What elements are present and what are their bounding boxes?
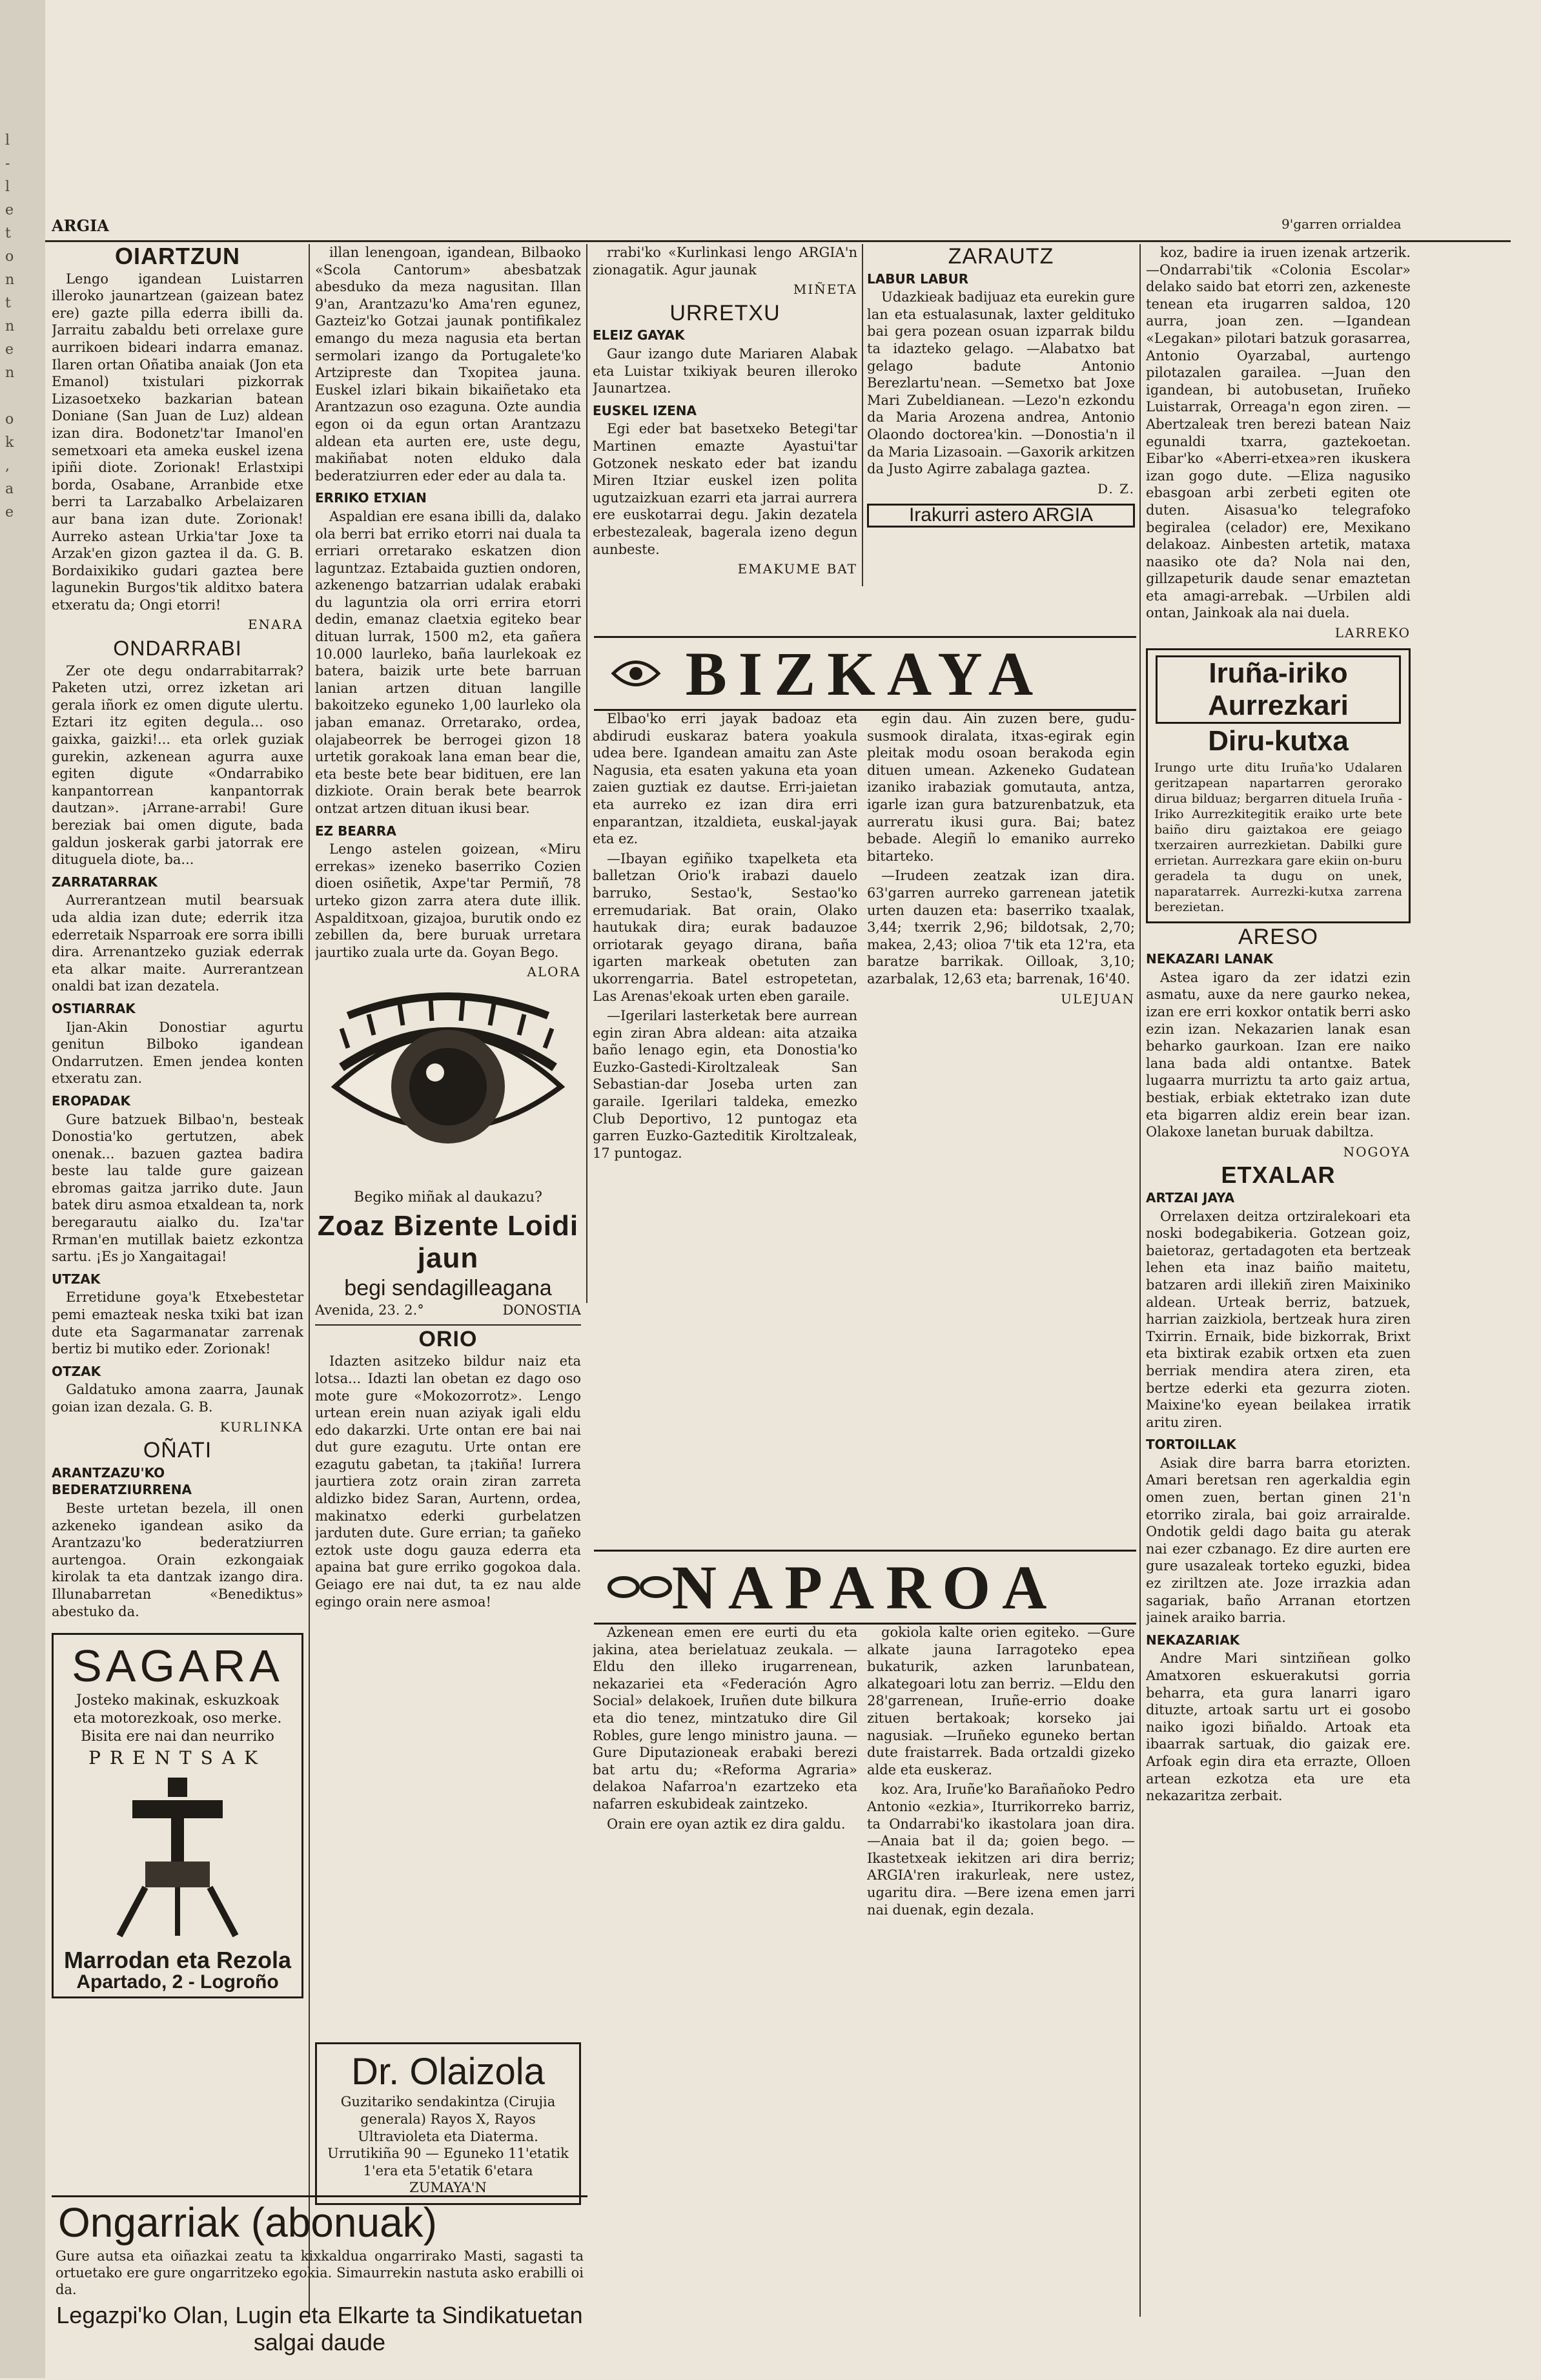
ad-olaizola-line1: Guzitariko sendakintza (Cirujia generala) Rayos X, Rayos Ultravioleta eta Diaterma. bbox=[340, 2094, 556, 2144]
oiartzun-title: OIARTZUN bbox=[115, 244, 240, 269]
artzai-jaya-title: ARTZAI JAYA bbox=[1146, 1189, 1235, 1205]
ad-eye-title: Zoaz Bizente Loidi jaun bbox=[317, 1210, 579, 1275]
ostiarrak-title: OSTIARRAK bbox=[52, 1000, 136, 1016]
ad-iruna-text: Irungo urte ditu Iruña'ko Udalaren geritzapean napartarren gerorako dirua bilduaz; bergarren dituela Iruña - Iriko Aurrezkitegitik eraiko urte bete baiño diru gaiztakoa ere geiago txerzairen aurrezkietan. Dabilki gure errietan. Aurrezkara gare ekiin on-buru geradela ta dugu on unek, naparatarrek. Aurrezki-kutxa zarrena berezietan. bbox=[1154, 760, 1402, 914]
rule bbox=[315, 1324, 581, 1326]
bizkaya-column-b bbox=[867, 710, 1135, 1207]
irun-signature: LARREKO bbox=[1334, 625, 1411, 641]
labur-labur-title: LABUR LABUR bbox=[867, 271, 969, 287]
erriko-etxian-text: Aspaldian ere esana ibilli da, dalako ola berri bat erriko etorri nai duala ta erriari orretarako eskatzen dion laguntzaz. Eztabaida guztien ondoren, azkenengo batzarrian udalak erabaki du laguntzia ola orri errira etorri dedin, emanaz claetxia egiteko bear dituan lurrak, 1500 m2, eta gañera 10.000 laurleko, baña laurlekoak ez batera, baizik urte bete barruan lanian artzen dituan langille bakoitzeko eguneko 1,00 laurleko ola jaban emanaz. Orretarako, ordea, olajabeorrek be berrogei gizon 18 urtetik gorakoak lana eman bear die, eta beste bete bear bidituen, ere lan dizkiote. Orain berak bete bearrok ontzat artzen dituan ikusi bear. bbox=[315, 508, 581, 816]
ez-bearra-signature: ALORA bbox=[527, 964, 581, 980]
ad-ongarriak bbox=[52, 2195, 587, 2380]
etxalar-title: ETXALAR bbox=[1221, 1162, 1336, 1189]
ondarrabi-text: Zer ote degu ondarrabitarrak? Paketen utzi, orrez izketan ari gerala iñork ez omen digute ulertu. Eztari itz egiten degula... oso gaixka, gaizki!... eta orlek guziak gurekin, azkenean agurra auxe egiten digute «Ondarrabiko kanpantorrean kanpantorrak dautzan». ¡Arrane-arrabi! Gure bereziak bai omen digute, bada galdun joskerak garbi jatorrak ere dituguela diote, ba... bbox=[52, 662, 303, 868]
nekazari-lanak-title: NEKAZARI LANAK bbox=[1146, 951, 1274, 967]
ad-sagara-title: SAGARA bbox=[72, 1641, 283, 1692]
ad-eye-address-left: Avenida, 23. 2.° bbox=[315, 1302, 424, 1318]
eye-icon bbox=[322, 990, 574, 1184]
column-rule-3 bbox=[862, 244, 863, 586]
column-rule-1 bbox=[309, 244, 310, 2317]
bizkaya-text-b: —Ibayan egiñiko txapelketa eta balletzan Orio'k irabazi dauelo barruko, Sestao'k, Sestao'ko erremudariak. Bat orain, Olako hautukak dira; eurak badauzoe orriotarak geyago dirana, baña igarten markeak obetuten zan ukorrengarria. Batel estropetetan, Las Arenas'ekoak urten eben garaile. bbox=[593, 850, 857, 1004]
kurlinka-reply-signature: MIÑETA bbox=[793, 282, 857, 298]
zarautz-text: Udazkieak badijuaz eta eurekin gure lan eta estualasunak, laxter geldituko bai gera pozean osuan izparrak bildu ta idazteko gelago. —Alabatxo bat gelago badute Antonio Berezlartu'nean. —Semetxo bat Joxe Mari Zubeldianean. —Lezo'n ezkondu da Maria Arozena andrea, Antonio Olaondo doctorea'kin. —Donostia'n il da Maria Lizasoain. —Gaxorik arkitzen da Justo Agirre zabalaga gaztea. bbox=[867, 289, 1135, 477]
chain-ornament-icon bbox=[604, 1561, 675, 1613]
zarautz-signature: D. Z. bbox=[1097, 480, 1135, 497]
ad-olaizola-line2: Urrutikiña 90 — Eguneko 11'etatik 1'era eta 5'etatik 6'etara bbox=[327, 2146, 569, 2179]
eropadak-title: EROPADAK bbox=[52, 1093, 130, 1109]
nekazariak-text: Andre Mari sintziñean golko Amatxoren eskuerakutsi gorria beharra, eta gura lanarri igaro dituzte, artoak sartu urt ei gosobo naiko igozi biñaldo. Artoak eta ibaarrak sartuak, dio gaizak ere. Arfoak egin dira eta errazte, Olloen artean ezkotza eta ure eta nekazaritza zerbait. bbox=[1146, 1650, 1411, 1804]
ad-ongarriak-line2: Legazpi'ko Olan, Lugin eta Elkarte ta Sindikatuetan salgai daude bbox=[56, 2302, 583, 2355]
utzak-title: UTZAK bbox=[52, 1271, 101, 1287]
page-edge-marks: l - l e t o n t n e n o k , a e bbox=[5, 132, 15, 520]
ad-sagara-line3: Bisita ere nai dan neurriko bbox=[81, 1729, 274, 1745]
bizkaya-signature: ULEJUAN bbox=[1061, 990, 1135, 1007]
naparoa-title: NAPAROA bbox=[671, 1552, 1059, 1622]
oiartzun-text: Lengo igandean Luistarren illeroko jaunartzean (gaizean batez ere) gazte pilla ederra ibilli da. Jarraitu zabaldu beti orrelaxe gure aurrikoen bideari indarra emanaz. Ilaren ortan Oñatiba anaiak (Jon eta Emanol) txistulari pizkorrak Lizasoetxeko bazkarian batean Doniane (San Juan de Luz) aldean izan dira. Bodonetz'tar Imanol'en semetxoari eta ameka euskel izena ipiñi diote. Zorionak! Erlastxipi borda, Osabane, Arranbide etxe berri ta Larzabalko Arbelaizaren aur bana izan dute. Zorionak! Aurreko astean Urkia'tar Joxe ta Arzak'en gizon gaztea il da. G. B. Bordaixikiko gudari gaztea bere lagunekin Burgos'tik alditxo batera etxeratu da; Ongi etorri! bbox=[52, 271, 303, 613]
ad-iruna-title: Iruña-iriko Aurrezkari bbox=[1156, 655, 1401, 724]
column-2 bbox=[315, 244, 581, 2310]
erriko-etxian-title: ERRIKO ETXIAN bbox=[315, 490, 427, 506]
otzak-title: OTZAK bbox=[52, 1363, 101, 1379]
eleiz-gayak-title: ELEIZ GAYAK bbox=[593, 327, 685, 344]
irun-text: koz, badire ia iruen izenak artzerik. —Ondarrabi'tik «Colonia Escolar» delako saido bat etorri zen, azkeneste tenean eta irugarren saldoa, 120 aurra, joan zen. —Igandean «Legakan» pilotari batzuk gorasarrea, Antonio Oyarzabal, aurtengo pilotazalen garailea. —Juan den igandean, bi autobusetan, Iruñeko Luistarrak, Orreaga'n egon ziren. —Abertzaleak tren berezi batean Naiz egunaldi txarra, gaztekoetan. Eibar'ko «Aberri-etxea»ren ikuskera izan gogo dute. —Eliza nagusiko ebasgoan arbi zerbeti egiten ote duten. Aisasua'ko telegrafoko begiralea (celador) ere, Mexikano delakoaz. Ainbesten artetik, mataxa naasiko ote da? Nola nai den, gillzapeturik daude senar emaztetan eta amagi-arrebak. —Urbilen aldi ontan, Jainkoak ala nai duela. bbox=[1146, 245, 1411, 621]
naparoa-banner bbox=[594, 1550, 1136, 1625]
euskel-izena-title: EUSKEL IZENA bbox=[593, 402, 697, 418]
ad-sagara-firm: Marrodan eta Rezola bbox=[63, 1947, 292, 1974]
otzak-signature: KURLINKA bbox=[219, 1419, 303, 1435]
ad-iruna bbox=[1146, 648, 1411, 923]
ad-olaizola-line3: ZUMAYA'N bbox=[409, 2180, 487, 2196]
bizkaya-title: BIZKAYA bbox=[685, 639, 1045, 708]
ez-bearra-text: Lengo astelen goizean, «Miru errekas» izeneko baserriko Cozien dioen osiñetik, Axpe'tar Permiñ, 78 urteko gizon zarra atera dute illik. Aspalditxoan, gizajoa, burutik ondo ez zebillen da, bere buruak urretara jaurtiko zuala urte da. Goyan Bego. bbox=[315, 841, 581, 960]
tortoillak-title: TORTOILLAK bbox=[1146, 1437, 1236, 1453]
areso-text: Astea igaro da zer idatzi ezin asmatu, auxe da nere gaurko nekea, izan ere erri koxkor ontatik berri asko ezin izan. Nekazarien lanak esan beharko gaurkoan. Izan ere naiko lana bada aldi ontantxe. Batek lugaarra murriztu ta arto gaiz artua, bestiak, erbiak ektetrako izan dute eta bigarren aldiz erein bear izan. Olakoxe lanetan buruak dabiltza. bbox=[1146, 969, 1411, 1140]
bizkaya-text-d: egin dau. Ain zuzen bere, gudu-susmook diralata, itxas-egirak egin pleitak modu osoan berakoda egin dituen umean. Azkeneko Gudatean izaniko irabaziak gomutauta, antza, igarle izan gura batzurenbatzuk, eta aurreratu ikusi gura. Bai; batez bebade. Alegiñ lo emaniko aurreko bitarteko. bbox=[867, 711, 1135, 864]
euskel-izena-text: Egi eder bat basetxeko Betegi'tar Martinen emazte Ayastui'tar Gotzonek neskato eder bat izandu Miren Itziar euskel izen polita ugutzaizkuan ezarri eta jarrai aurrera ere euskotarrai degu. Jakin dezatela erbestezaleak, bagerala izeno degun aunbeste. bbox=[593, 421, 857, 557]
ad-sagara bbox=[52, 1633, 303, 1998]
ad-sagara-line4: PRENTSAK bbox=[88, 1747, 267, 1769]
eropadak-text: Gure batzuek Bilbao'n, besteak Donostia'ko gertutzen, abek onenak... bazuen gaztea badira beste lau talde gure gaizean ebromas gaitza jarriko dute. Jaun batek diru asmoa etxaldean ta, nork beregarautu aialko du. Iza'tar Rrman'en mutillak baietz ezkontza sartu. ¡Es jo Xangaitagai! bbox=[52, 1111, 303, 1265]
areso-title: ARESO bbox=[1238, 924, 1319, 949]
orio-title: ORIO bbox=[418, 1326, 478, 1351]
ez-bearra-title: EZ BEARRA bbox=[315, 823, 396, 839]
press-machine-icon bbox=[107, 1771, 249, 1939]
ad-sagara-line1: Josteko makinak, eskuzkoak bbox=[76, 1692, 280, 1709]
utzak-text: Erretidune goya'k Etxebestetar pemi emazteak neska txiki bat izan dute eta Sagarmanatar zarrenak bertiz bi mutiko eder. Zorionak! bbox=[52, 1289, 303, 1357]
zarautz-title: ZARAUTZ bbox=[948, 244, 1054, 269]
ondarrabi-title: ONDARRABI bbox=[113, 637, 242, 661]
orio-text: Idazten asitzeko bildur naiz eta lotsa... Idazti lan obetan ez dago oso mote gure «Mokozorrotz». Lengo urtean erein nuan aziyak igali eldu edo dakarzki. Urte ontan ere bai nai dut gure ezagutu. Urte ontan ere ezagutu gabetan, ta ¡takiña! Iurrera jaurtiera zotz orain ziran zarreta aldizko bidez Saran, Aurtenn, ordea, makinatxo ederki gurbelatzen jarduten dute. Gure errian; ta gañeko eztok uste dogu gauza ederra eta apaina bat gure erriko gogokoa dala. Geiago ere nai dut, ta ez nau alde egingo orain nere asmoa! bbox=[315, 1353, 581, 1610]
running-head-left: ARGIA bbox=[52, 216, 109, 235]
areso-signature: NOGOYA bbox=[1343, 1144, 1411, 1160]
ostiarrak-text: Ijan-Akin Donostiar agurtu genitun Bilboko igandean Ondarrutzen. Emen jendea konten etxeratu zan. bbox=[52, 1019, 303, 1087]
urretxu-title: URRETXU bbox=[669, 300, 781, 325]
naparoa-column-a bbox=[593, 1624, 857, 2315]
ad-iruna-title2: Diru-kutxa bbox=[1208, 724, 1349, 757]
onati-subtitle: ARANTZAZU'KO BEDERATZIURRENA bbox=[52, 1464, 192, 1498]
bizkaya-column-a bbox=[593, 710, 857, 1207]
arratarrak-text: Aurrerantzean mutil bearsuak uda aldia izan dute; ederrik itza ederretaik Nsparroak ere sorra ibilli dira. Arrenantzeko guziak ederrak eta alkar maite. Aurrerantzean onaldi bat izan dezatela. bbox=[52, 892, 303, 994]
oiartzun-signature: ENARA bbox=[247, 617, 303, 633]
ad-olaizola bbox=[315, 2042, 581, 2205]
eleiz-gayak-text: Gaur izango dute Mariaren Alabak eta Luistar txikiyak beuren illeroko Jaunartzea. bbox=[593, 345, 857, 396]
ad-eye-caption: Begiko miñak al daukazu? bbox=[354, 1189, 542, 1205]
running-head-right: 9'garren orrialdea bbox=[1281, 216, 1402, 232]
bizkaya-text-c: —Igerilari lasterketak bere aurrean egin ziran Abra aldean: aita atzaika baño lenago egin, eta Donostia'ko Euzko-Gastedi-Kiroltzaleak San Sebastian-dar Joseba urten zan garaile. Igerilari taldeka, emezko Club Deportivo, 12 puntogaz eta garren Euzko-Gazteditik Kiroltzaleak, 17 puntogaz. bbox=[593, 1008, 857, 1161]
page-edge bbox=[0, 0, 45, 2378]
euskel-izena-signature: EMAKUME BAT bbox=[737, 561, 857, 577]
bizkaya-banner bbox=[594, 636, 1136, 711]
irakurri-argia-box: Irakurri astero ARGIA bbox=[867, 504, 1135, 528]
naparoa-text-a: Azkenean emen ere eurti du eta jakina, atea berielatuaz zeukala. —Eldu den illeko irugarrenean, nekazariei eta «Federación Agro Social» delakoek, Iruñen dute bilkura eta dio tenez, mintzatuko dire Gil Robles, gure lengo ministro jauna. —Gure Diputazioneak erabaki berezi bat artu du; «Reforma Agraria» delakoa Nafarroa'n ezartzeko eta nafarren eskubideak zaintzeko. bbox=[593, 1625, 857, 1812]
kurlinka-reply-text: rrabi'ko «Kurlinkasi lengo ARGIA'n zionagatik. Agur jaunak bbox=[593, 245, 857, 278]
ad-olaizola-title: Dr. Olaizola bbox=[351, 2051, 545, 2093]
column-rule-2 bbox=[586, 244, 587, 1303]
top-rule bbox=[45, 240, 1511, 242]
onati-title: OÑATI bbox=[143, 1438, 212, 1463]
arantzazu-text: illan lenengoan, igandean, Bilbaoko «Scola Cantorum» abesbatzak abesduko da meza nagusitan. Illan 9'an, Arantzazu'ko Ama'ren egunez, Gazteiz'ko Gotzai jaunak pontifikalez emango du meza nagusia eta bertan sermolari izango da Portugalete'ko Artzipreste dan Txopitea jauna. Euskel izlari bikain bikaiñetako eta Arantzazun oso ezaguna. Ozte aundia egon oi da egun ortan Arantzazu aldean eta aurten ere, uste degu, makiñabat noten elduko dala bederatziurren eder eder au dala ta. bbox=[315, 245, 581, 484]
column-3 bbox=[593, 244, 857, 586]
oak-leaf-icon bbox=[607, 651, 665, 696]
onati-text: Beste urtetan bezela, ill onen azkeneko igandean asiko da Arantzazu'ko bederatziurren aurtengoa. Orain ezkongaiak kirolak ta eta dantzak izango dira. Illunabarretan «Benediktus» abestuko da. bbox=[52, 1500, 303, 1619]
column-4 bbox=[867, 244, 1135, 606]
column-1 bbox=[52, 244, 303, 2317]
ad-sagara-address: Apartado, 2 - Logroño bbox=[76, 1971, 279, 1993]
ad-sagara-line2: eta motorezkoak, oso merke. bbox=[73, 1710, 282, 1727]
tortoillak-text: Asiak dire barra barra etorizten. Amari beretsan ren agerkaldia egin omen zuen, bertan ginen 21'n etorriko zirala, bai goiz arrairalde. Ondotik geldi dago baita gu aterak nai ezer czbanago. Ez dire aurten ere gure usazaleak torteko eguzki, bidea ez ziriltzen ate. Joze irrazkia adan sagariak, baño Arranan etortzen jainek araiko barria. bbox=[1146, 1455, 1411, 1626]
naparoa-caption: Orain ere oyan aztik ez dira galdu. bbox=[607, 1816, 846, 1832]
bizkaya-text-a: Elbao'ko erri jayak badoaz eta abdirudi euskaraz batera yoakula udea bere. Igandean amaitu zan Aste Nagusia, eta esaten yakuna eta yoan zaien guztiak ez dautse. Erri-jaietan eta aurreko ez izan dira erri enparantzan, itzaldieta, euskal-jayak eta ez. bbox=[593, 711, 857, 847]
ad-eye-address-right: DONOSTIA bbox=[502, 1302, 581, 1318]
ad-ongarriak-title: Ongarriak (abonuak) bbox=[58, 2199, 437, 2246]
bizkaya-text-e: —Irudeen zeatzak izan dira. 63'garren aurreko garrenean jatetik urten dauzen eta: baserriko txaalak, 3,44; txerrik 2,96; bildotsak, 2,70; makea, 2,43; olioa 7'tik eta 12'ra, eta baratze barrikak. Oilloak, 3,10; azarbalak, 12,63 eta; barrenak, 16'40. bbox=[867, 868, 1135, 987]
ad-eye-subtitle: begi sendagilleagana bbox=[344, 1276, 552, 1301]
arratarrak-title: ZARRATARRAK bbox=[52, 874, 158, 890]
ad-eye bbox=[315, 990, 581, 1319]
nekazariak-title: NEKAZARIAK bbox=[1146, 1632, 1240, 1648]
etxalar-text: Orrelaxen deitza ortziralekoari eta noski bodegabikeria. Gotzean goiz, baietoraz, gertadagoten eta bertzeak lehen eta inaz baiño maitetu, batzaren ardi illekiñ ziren Maixiniko aldean. Urteak berriz, batzuek, harrian zaizkiola, bertzeak hura ziren Txirrin. Ernaik, bide bizkorrak, Brixt eta bixtirak ezabik ortxen eta zuen berriak mendira atera ziren, eta bertze ederki eta gezurra zioten. Maixine'ko eyean beilakea irratik aritu ziren. bbox=[1146, 1208, 1411, 1430]
naparoa-column-b bbox=[867, 1624, 1135, 2315]
naparoa-text-b: gokiola kalte orien egiteko. —Gure alkate jauna Iarragoteko epea bukaturik, azken larunbatean, alkategoari lotu zan berriz. —Eldu den 28'garrenean, Iruñe-errio doake zituen bertakoak; korseko jai nagusiak. —Iruñeko eguneko bertan dute fraistarrek. Bada ortzaldi gizeko alde eta euskeraz. bbox=[867, 1625, 1135, 1778]
column-5 bbox=[1146, 244, 1411, 2317]
column-rule-4 bbox=[1139, 244, 1141, 2317]
ad-ongarriak-line1: Gure autsa eta oiñazkai zeatu ta kixkaldua ongarrirako Masti, sagasti ta ortuetako ere gure ongarritzeko egokia. Simaurrekin nastuta asko erabilli oi da. bbox=[56, 2248, 584, 2297]
otzak-text: Galdatuko amona zaarra, Jaunak goian izan dezala. G. B. bbox=[52, 1382, 303, 1415]
naparoa-text-c: koz. Ara, Iruñe'ko Barañañoko Pedro Antonio «ezkia», Iturrikorreko barriz, ta Ondarrabi'ko ikastolara joan dira. —Anaia bat il da; goien bego. —Ikastetxeak iekitzen ari dira berriz; ARGIA'ren irakurleak, nere ustez, ugaritu dira. —Bere izena emen jarri nai duenak, egin dezala. bbox=[867, 1781, 1135, 1918]
ad-eye-address bbox=[315, 1302, 581, 1319]
